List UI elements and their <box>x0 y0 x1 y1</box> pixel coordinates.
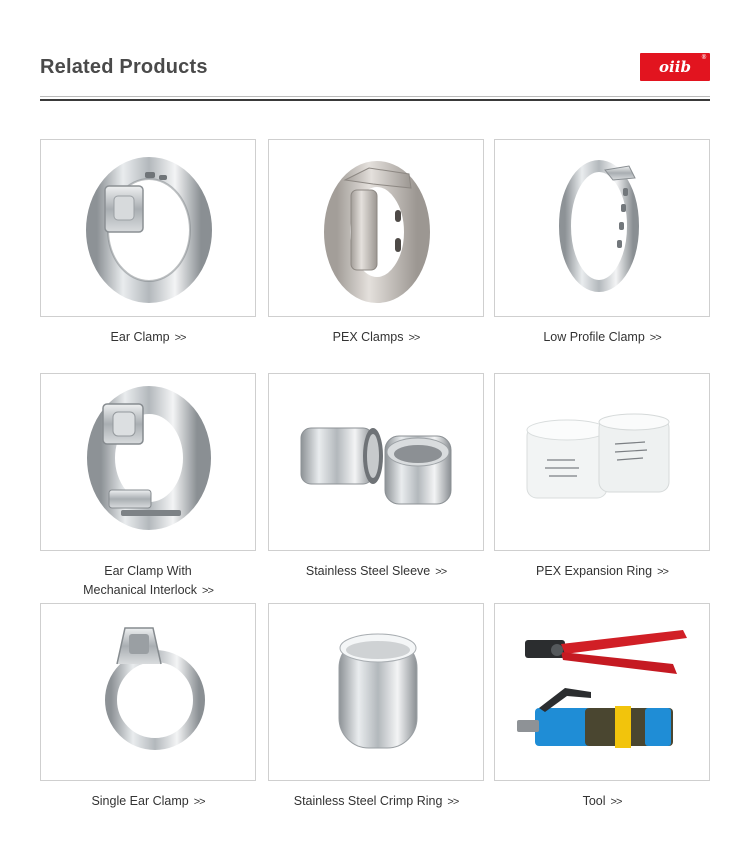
product-caption[interactable] <box>40 328 256 348</box>
chevron-right-icon: >> <box>193 796 205 808</box>
product-card-pex-clamps[interactable] <box>268 139 484 348</box>
chevron-right-icon: >> <box>649 332 661 344</box>
logo-text: oiib <box>659 58 691 76</box>
pex-expansion-ring-photo <box>495 374 709 550</box>
product-name: PEX Clamps <box>332 330 404 344</box>
product-image-frame[interactable] <box>268 139 484 317</box>
product-name-line1: Ear Clamp With <box>104 564 192 578</box>
product-card-ear-clamp[interactable] <box>40 139 256 348</box>
steel-sleeve-photo <box>269 374 483 550</box>
product-image-frame[interactable] <box>494 603 710 781</box>
chevron-right-icon: >> <box>435 566 447 578</box>
product-name: Single Ear Clamp <box>91 794 189 808</box>
product-caption[interactable] <box>268 328 484 348</box>
pex-clamp-photo <box>269 140 483 316</box>
ear-clamp-photo <box>41 140 255 316</box>
product-name: Tool <box>582 794 606 808</box>
product-caption[interactable] <box>40 562 256 601</box>
chevron-right-icon: >> <box>447 796 459 808</box>
header-divider-thin <box>40 96 710 97</box>
chevron-right-icon: >> <box>657 566 668 578</box>
product-name: PEX Expansion Ring <box>536 564 653 578</box>
product-name-line2: Mechanical Interlock <box>83 583 198 597</box>
product-image-frame[interactable] <box>268 603 484 781</box>
page-title: Related Products <box>40 56 208 78</box>
header-divider-thick <box>40 99 710 101</box>
chevron-right-icon: >> <box>202 585 213 597</box>
chevron-right-icon: >> <box>610 796 622 808</box>
product-name: Stainless Steel Sleeve <box>305 564 431 578</box>
section-header <box>40 48 710 108</box>
crimp-tool-photo <box>495 604 709 780</box>
product-image-frame[interactable] <box>40 373 256 551</box>
single-ear-clamp-photo <box>41 604 255 780</box>
low-profile-clamp-photo <box>495 140 709 316</box>
product-image-frame[interactable] <box>40 139 256 317</box>
product-caption[interactable] <box>494 328 710 348</box>
chevron-right-icon: >> <box>408 332 420 344</box>
ear-clamp-interlock-photo <box>41 374 255 550</box>
product-caption[interactable] <box>268 562 484 582</box>
brand-logo[interactable] <box>640 53 710 81</box>
product-caption[interactable] <box>494 562 710 582</box>
product-image-frame[interactable] <box>268 373 484 551</box>
crimp-ring-photo <box>269 604 483 780</box>
product-card-tool[interactable] <box>494 603 710 812</box>
product-image-frame[interactable] <box>40 603 256 781</box>
product-name: Low Profile Clamp <box>543 330 645 344</box>
product-name: Stainless Steel Crimp Ring <box>293 794 443 808</box>
product-card-pex-expansion-ring[interactable] <box>494 373 710 582</box>
product-caption[interactable] <box>40 792 256 812</box>
product-caption[interactable] <box>268 792 484 812</box>
product-card-ear-clamp-interlock[interactable] <box>40 373 256 601</box>
product-caption[interactable] <box>494 792 710 812</box>
product-card-stainless-steel-sleeve[interactable] <box>268 373 484 582</box>
chevron-right-icon: >> <box>174 332 186 344</box>
product-card-low-profile-clamp[interactable] <box>494 139 710 348</box>
product-image-frame[interactable] <box>494 373 710 551</box>
registered-mark: ® <box>701 54 707 61</box>
product-card-stainless-steel-crimp-ring[interactable] <box>268 603 484 812</box>
product-image-frame[interactable] <box>494 139 710 317</box>
product-card-single-ear-clamp[interactable] <box>40 603 256 812</box>
product-name: Ear Clamp <box>110 330 170 344</box>
